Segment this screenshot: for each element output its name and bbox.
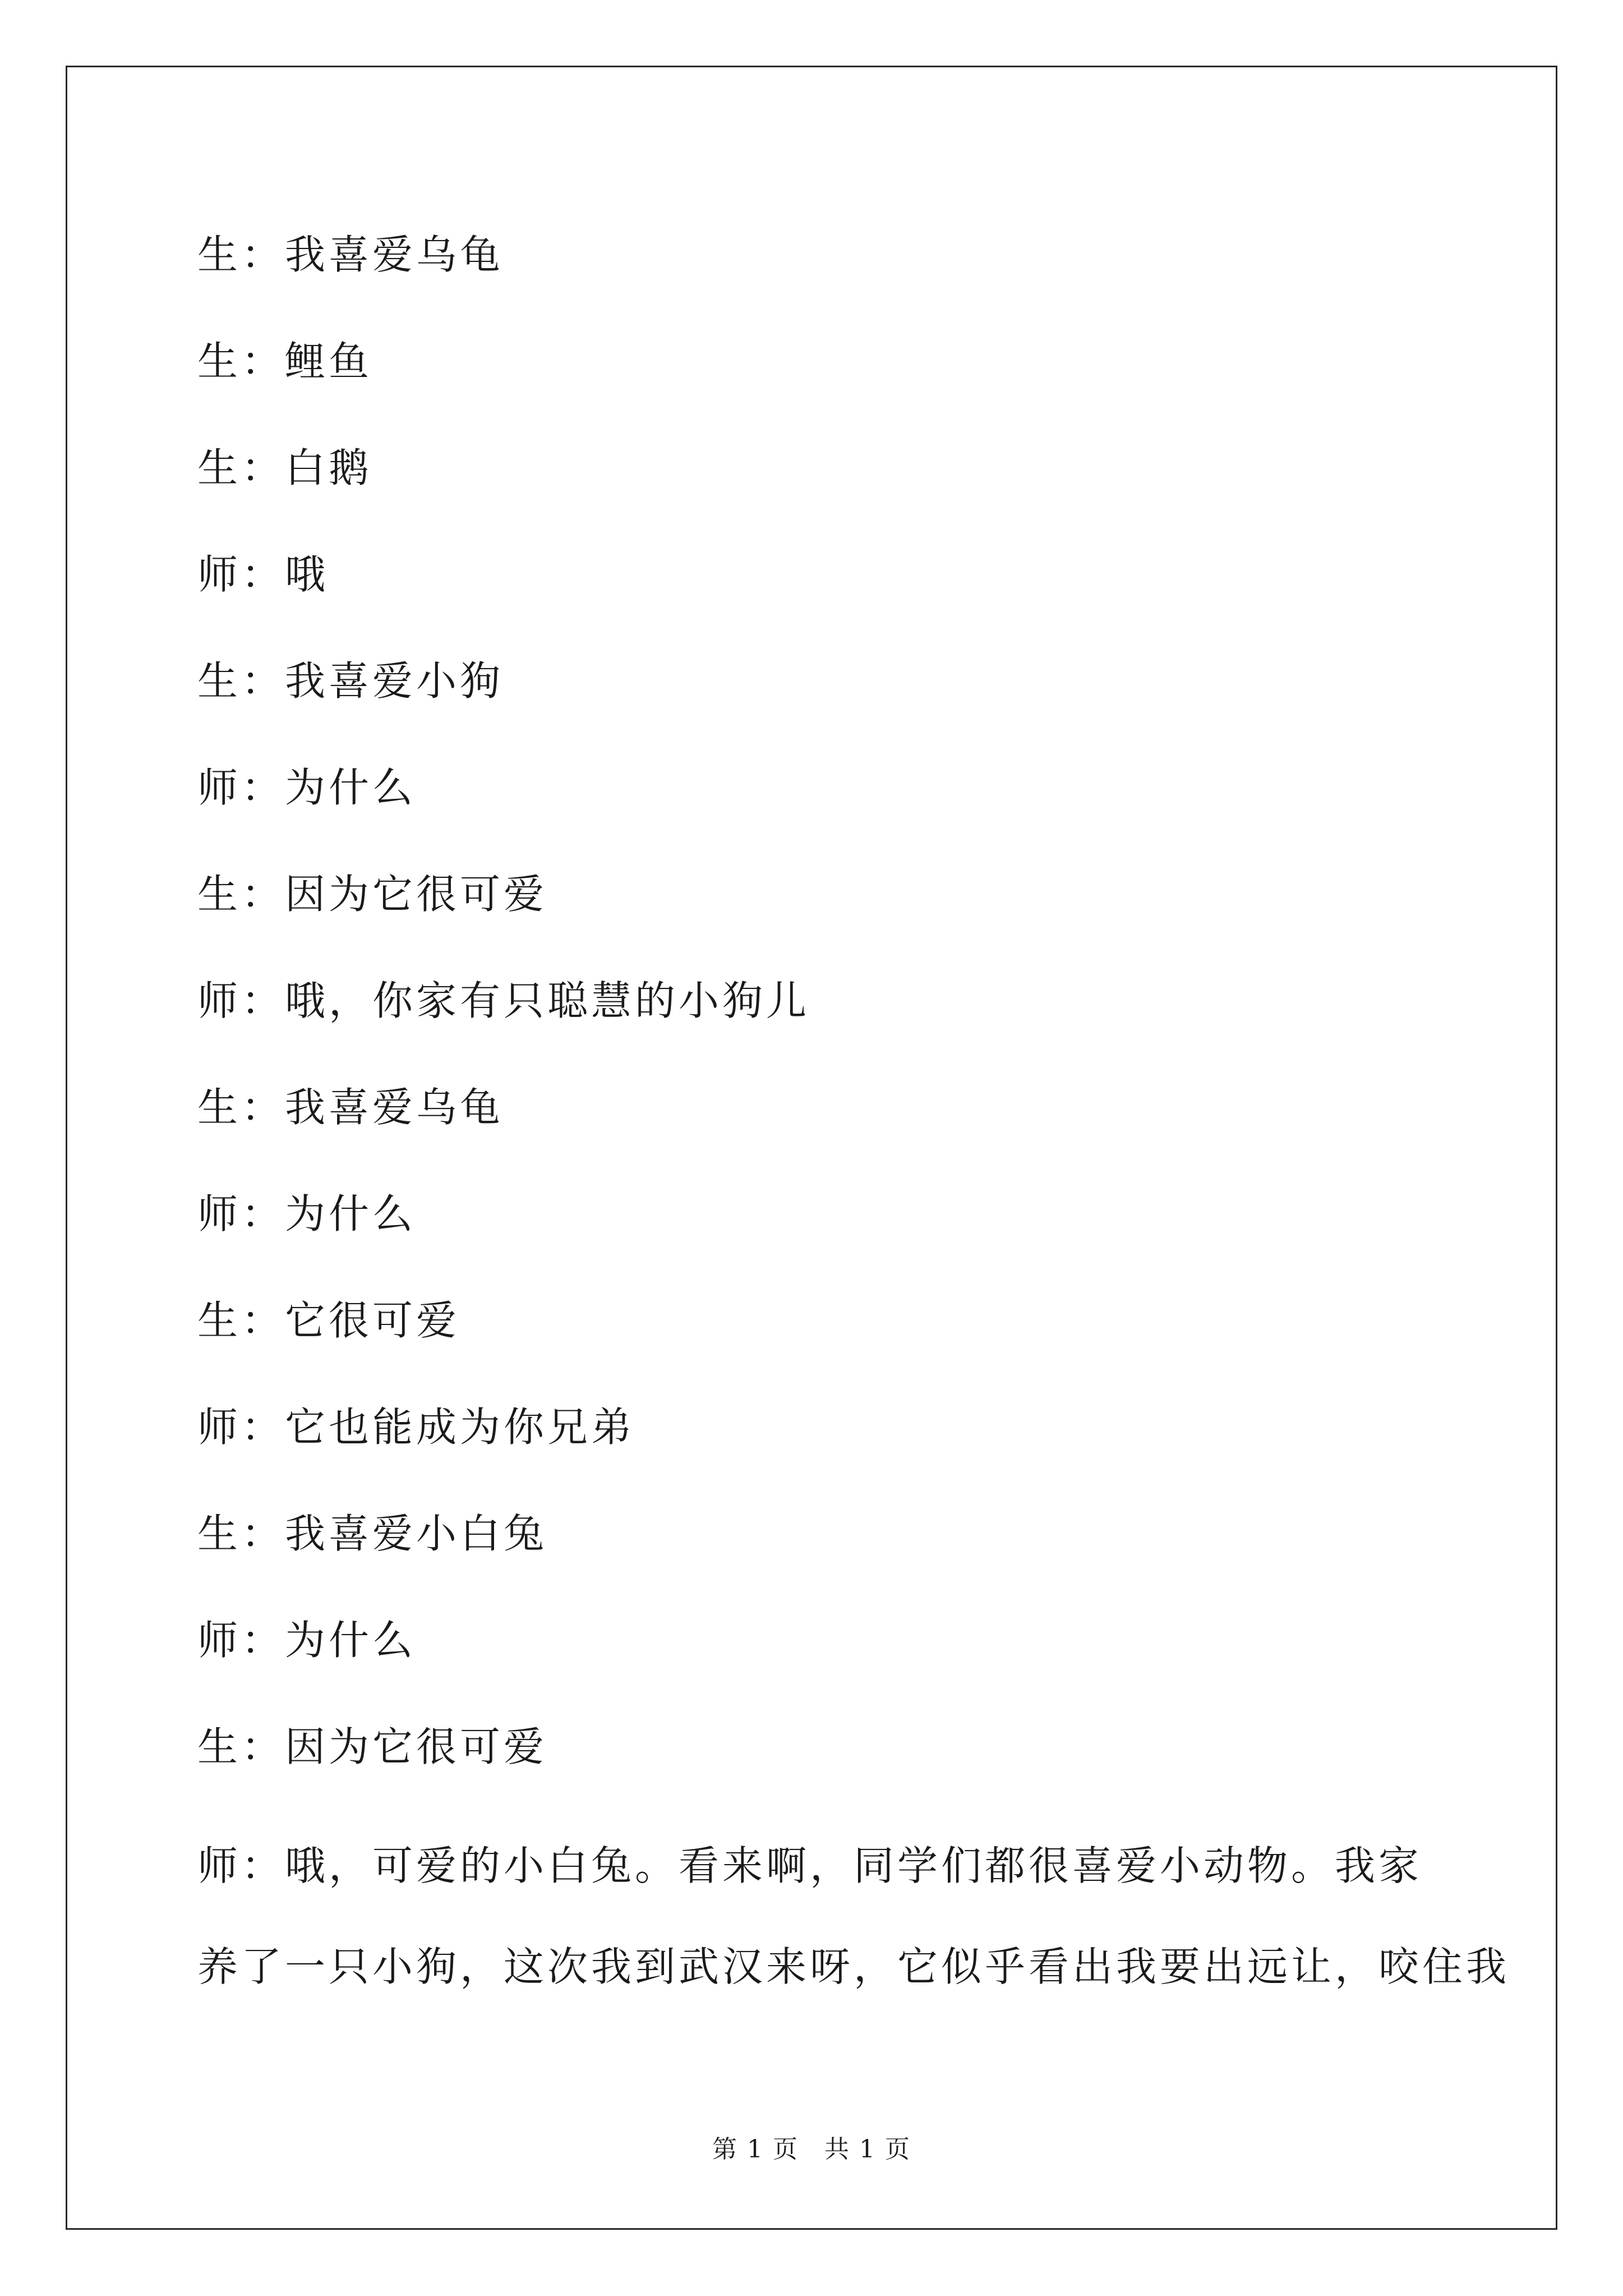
dialogue-line: 生：我喜爱乌龟 — [197, 1084, 504, 1131]
dialogue-line: 师：哦，你家有只聪慧的小狗儿 — [197, 977, 810, 1024]
dialogue-line: 师：哦 — [197, 551, 329, 598]
dialogue-line: 生：白鹅 — [197, 444, 373, 491]
dialogue-line: 师：为什么 — [197, 1617, 417, 1664]
page-footer: 第 1 页 共 1 页 — [712, 2135, 911, 2164]
dialogue-line: 生：它很可爱 — [197, 1297, 460, 1344]
dialogue-line: 师：它也能成为你兄弟 — [197, 1404, 635, 1451]
dialogue-line: 师：为什么 — [197, 764, 417, 811]
paragraph-line-1: 师：哦，可爱的小白兔。看来啊，同学们都很喜爱小动物。我家 — [197, 1842, 1423, 1889]
page-border — [66, 66, 1557, 2230]
dialogue-line: 生：因为它很可爱 — [197, 871, 548, 918]
dialogue-line: 生：我喜爱小狗 — [197, 657, 504, 705]
dialogue-line: 师：为什么 — [197, 1190, 417, 1237]
dialogue-line: 生：因为它很可爱 — [197, 1723, 548, 1770]
paragraph-line-2: 养了一只小狗，这次我到武汉来呀，它似乎看出我要出远让，咬住我 — [197, 1943, 1510, 1990]
dialogue-line: 生：鲤鱼 — [197, 338, 373, 385]
dialogue-line: 生：我喜爱小白兔 — [197, 1510, 548, 1557]
dialogue-line: 生：我喜爱乌龟 — [197, 231, 504, 278]
